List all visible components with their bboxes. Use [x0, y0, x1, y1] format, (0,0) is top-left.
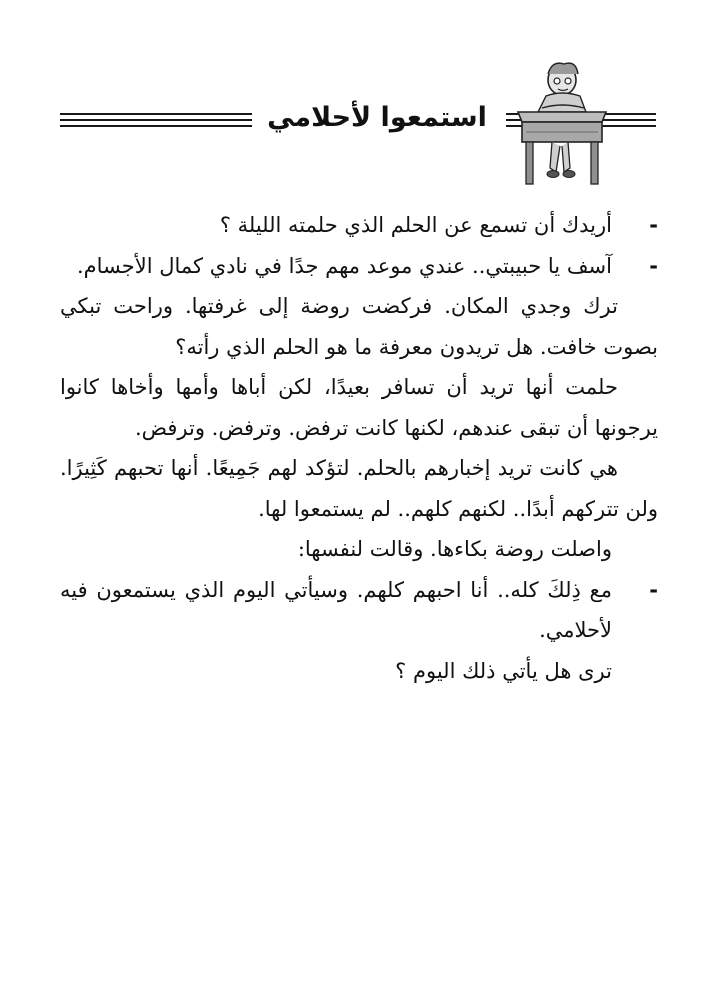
bullet-dash: - — [649, 577, 658, 602]
dialogue-line — [60, 205, 658, 246]
paragraph: حلمت أنها تريد أن تسافر بعيدًا، لكن أباها وأمها وأخاها كانوا يرجونها أن تبقى عندهم، لكنها كانت ترفض. وترفض. وترفض. — [60, 375, 658, 440]
paragraph: ترك وجدي المكان. فركضت روضة إلى غرفتها. وراحت تبكي بصوت خافت. هل تريدون معرفة ما هو الحلم الذي رأته؟ — [60, 294, 658, 359]
page-title: استمعوا لأحلامي — [267, 102, 487, 133]
paragraph: هي كانت تريد إخبارهم بالحلم. لتؤكد لهم جَمِيعًا. أنها تحبهم كَثِيرًا. ولن تتركهم أبدًا.. لكنهم كلهم.. لم يستمعوا لها. — [60, 456, 658, 521]
closing-question: ترى هل يأتي ذلك اليوم ؟ — [395, 658, 612, 683]
student-at-desk-icon — [512, 56, 612, 188]
dialogue-line — [60, 246, 658, 287]
story-text — [60, 205, 658, 691]
dialogue-text: آسف يا حبيبتي.. عندي موعد مهم جدًا في نادي كمال الأجسام. — [76, 253, 612, 278]
bullet-dash: - — [649, 213, 658, 237]
dialogue-text: مع ذِلكَ كله.. أنا احبهم كلهم. وسيأتي اليوم الذي يستمعون فيه لأحلامي. — [60, 577, 612, 642]
page-header — [0, 56, 720, 191]
dialogue-line — [60, 570, 658, 651]
paragraph: واصلت روضة بكاءها. وقالت لنفسها: — [297, 537, 612, 561]
dialogue-text: أريدك أن تسمع عن الحلم الذي حلمته الليلة ؟ — [219, 213, 612, 237]
header-rule-left — [60, 113, 252, 127]
bullet-dash: - — [649, 253, 658, 278]
